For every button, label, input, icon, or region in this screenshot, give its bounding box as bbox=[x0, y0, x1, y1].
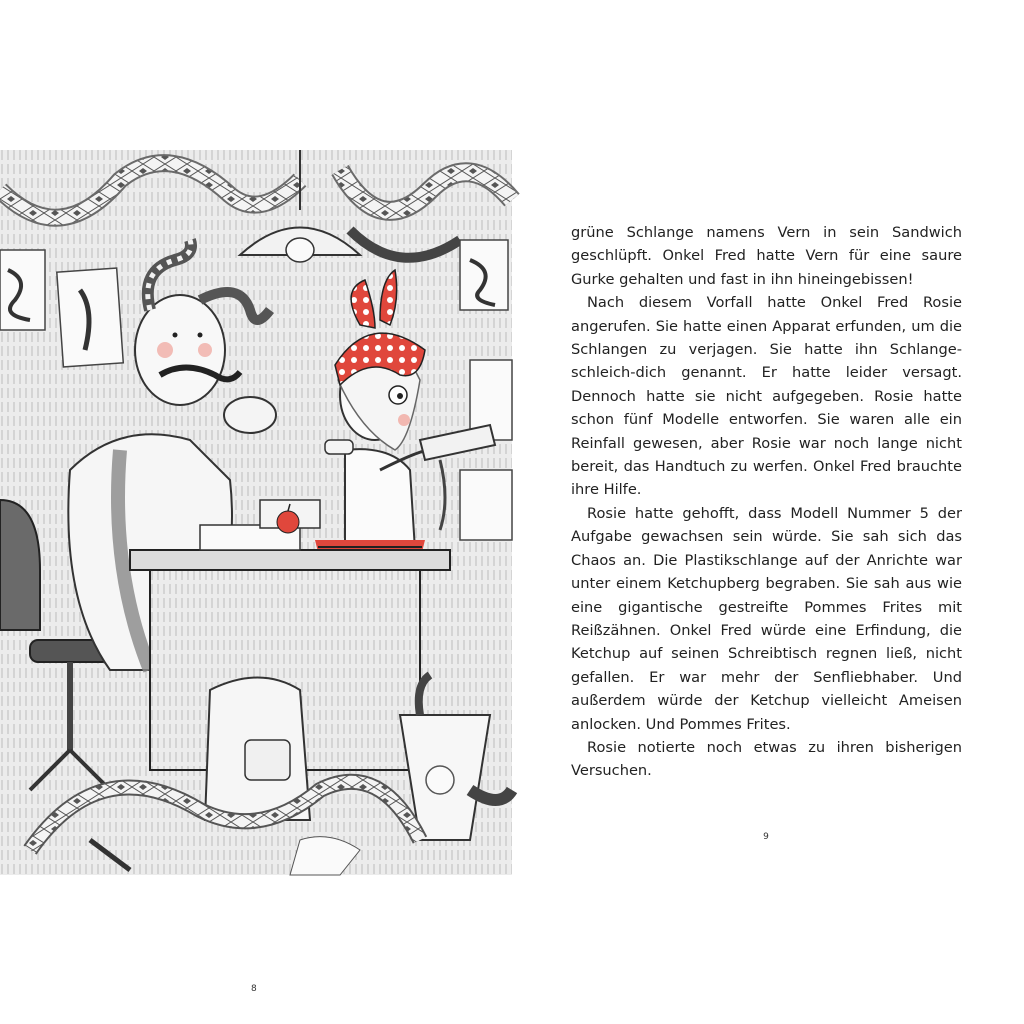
right-page-number: 9 bbox=[763, 832, 769, 842]
paragraph: Nach diesem Vorfall hatte Onkel Fred Rosie angerufen. Sie hatte einen Apparat erfunden, um die Schlangen zu verjagen. Sie hatte ihn Schlange-schleich-dich genannt. Er hatte leider versagt. Dennoch hatte sie nicht aufgegeben. Rosie hatte schon fünf Modelle entworfen. Sie waren alle ein Reinfall gewesen, aber Rosie war noch lange nicht bereit, das Handtuch zu werfen. Onkel Fred brauchte ihre Hilfe. bbox=[571, 294, 962, 499]
paragraph: Rosie hatte gehofft, dass Modell Nummer 5 der Aufgabe gewachsen sein würde. Sie sah sich das Chaos an. Die Plastikschlange auf der Anrichte war unter einem Ketchupberg begraben. Sie sah aus wie eine gigantische gestreifte Pommes Frites mit Reißzähnen. Onkel Fred würde eine Erfindung, die Ketchup auf seinen Schreibtisch regnen ließ, nicht gefallen. Er war mehr der Senfliebhaber. Und außerdem würde der Ketchup vielleicht Ameisen anlocken. Und Pommes Frites. bbox=[571, 504, 962, 733]
paragraph: Rosie notierte noch etwas zu ihren bisherigen Versuchen. bbox=[571, 738, 962, 780]
left-page-number: 8 bbox=[251, 984, 258, 994]
illustration-uncle-fred-and-rosie bbox=[0, 150, 512, 994]
body-text bbox=[571, 221, 962, 783]
paragraph: grüne Schlange namens Vern in sein Sandwich geschlüpft. Onkel Fred hatte Vern für eine saure Gurke gehalten und fast in ihn hineingebissen! bbox=[571, 224, 962, 288]
